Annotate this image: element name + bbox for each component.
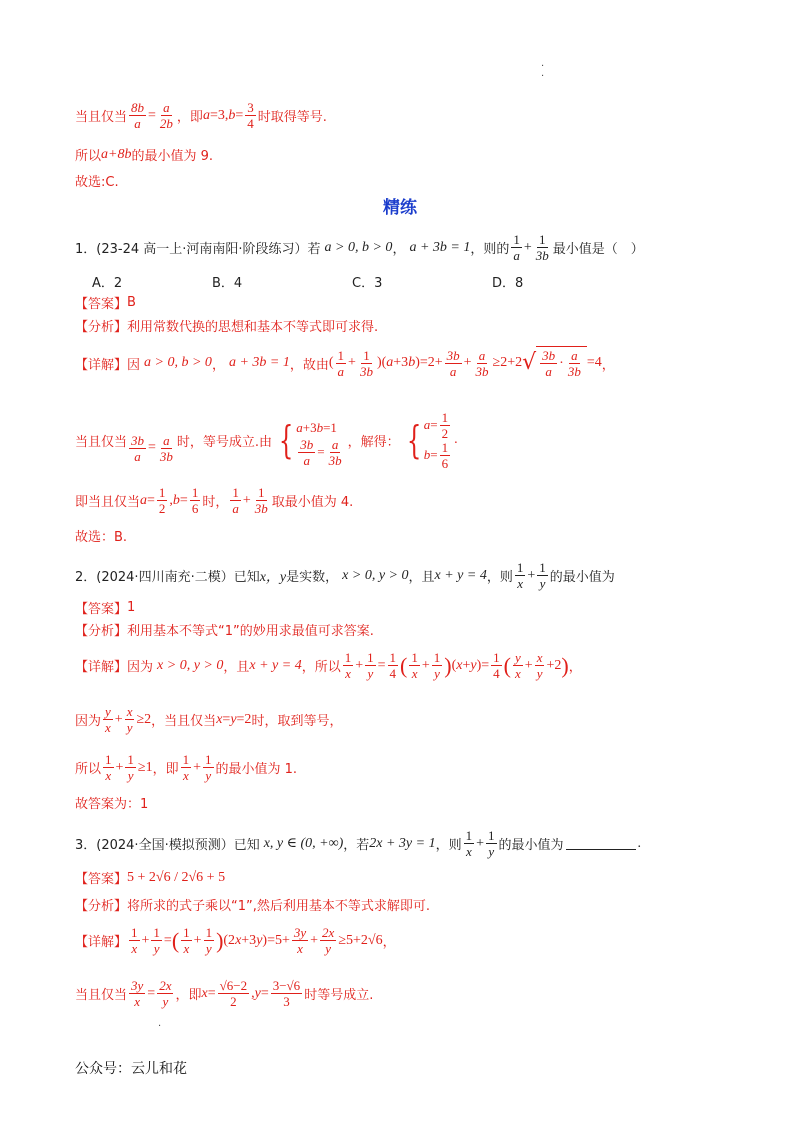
section-title: 精练 (383, 198, 417, 218)
q1-analysis: 【分析】 利用常数代换的思想和基本不等式即可求得. (75, 320, 379, 335)
prev-choice-line: 故选:C. (75, 175, 119, 190)
q2-stem: 2． (2024·四川南充·二模）已知 x，y 是实数， x > 0, y > 0 ，且 x + y = 4 ，则 $\frac{1}{x}$ + $\frac{1}{y}$ 的最小值为 (75, 560, 615, 591)
q1-option-c[interactable]: C．3 (352, 276, 383, 291)
prev-min-line: 所以 a+8b 的最小值为 9. (75, 146, 214, 164)
q3-analysis: 【分析】 将所求的式子乘以“1”,然后利用基本不等式求解即可. (75, 899, 431, 914)
q2-line3: 所以 $\frac{1}{x}$ + $\frac{1}{y}$ ≥1 ，即 $\frac{1}{x}$ + $\frac{1}{y}$ 的最小值为 1. (75, 752, 298, 783)
system-of-equations: { a +3 b =1 $\frac{3b}{a}$ = $\frac{a}{3b}$ (278, 418, 342, 468)
q3-detail: 【详解】 $\frac{1}{x}$ + $\frac{1}{y}$ = ( $\frac{1}{x}$ + $\frac{1}{y}$ ) (2 x +3 y )=5+ $\frac{3y}{x}$ + $\frac{2x}{y}$ ≥5+2√6 ， (75, 925, 396, 956)
frac-3-4: $\frac{3}{4}$ (247, 100, 254, 131)
q1-answer: 【答案】 B (75, 295, 136, 312)
page-mark-dot-2: . (541, 68, 545, 79)
answer-blank[interactable] (566, 837, 636, 850)
q1-final: 故选：B. (75, 530, 128, 545)
footer-account: 公众号：云儿和花 (75, 1061, 187, 1077)
q2-line2: 因为 $\frac{y}{x}$ + $\frac{x}{y}$ ≥2 ，当且仅当 x = y =2 时，取到等号， (75, 704, 343, 735)
q3-stem: 3． (2024·全国·模拟预测）已知 x, y ∈ (0, +∞) ，若 2x + 3y = 1 ，则 $\frac{1}{x}$ + $\frac{1}{y}$ 的最小值为 . (75, 828, 642, 859)
trailing-dot: . (158, 1018, 162, 1029)
q2-final: 故答案为：1 (75, 797, 149, 812)
q1-option-d[interactable]: D．8 (492, 276, 524, 291)
q3-answer: 【答案】 5 + 2√6 / 2√6 + 5 (75, 869, 226, 887)
frac-a-2b: $\frac{a}{2b}$ (159, 100, 173, 131)
frac-8b-a: $\frac{8b}{a}$ (131, 100, 145, 131)
prev-condition-line: 当且仅当 $\frac{8b}{a}$ = $\frac{a}{2b}$ ，即 a =3, b = $\frac{3}{4}$ 时取得等号. (75, 100, 327, 131)
page-mark-dot: . (541, 58, 545, 69)
q1-option-b[interactable]: B．4 (212, 276, 243, 291)
q2-answer: 【答案】 1 (75, 600, 136, 617)
q3-equality-condition: 当且仅当 $\frac{3y}{x}$ = $\frac{2x}{y}$ ，即 x = $\frac{√6-2}{2}$ , y = $\frac{3-√6}{3}$ 时等号成立. (75, 978, 374, 1009)
q1-equality-condition: 当且仅当 $\frac{3b}{a}$ = $\frac{a}{3b}$ 时，等号成立.由 { a +3 b =1 $\frac{3b}{a}$ = $\frac{a}{3b}$ ，解得： { a = $\frac{1}{2}$ b = $\frac{1}{6}$ . (75, 409, 458, 471)
q1-detail: 【详解】 因 a > 0, b > 0 ， a + 3b = 1 ，故由 ( $\frac{1}{a}$ + $\frac{1}{3b}$ )( a +3 b )=2+ $\frac{3b}{a}$ + $\frac{a}{3b}$ ≥2+2 √ $\frac{3b}{a}$ · $\frac{a}{3b}$ =4 ， (75, 347, 615, 379)
sqrt-expr: √ $\frac{3b}{a}$ · $\frac{a}{3b}$ (522, 346, 587, 380)
q2-analysis: 【分析】 利用基本不等式“1”的妙用求最值可求答案. (75, 624, 374, 639)
q1-option-a[interactable]: A．2 (92, 276, 123, 291)
q1-stem: 1． (23-24 高一上·河南南阳·阶段练习）若 a > 0, b > 0 ， a + 3b = 1 ，则的 $\frac{1}{a}$ + $\frac{1}{3b}$ 最小值是（ ） (75, 232, 644, 263)
q1-result: 即当且仅当 a = $\frac{1}{2}$ , b = $\frac{1}{6}$ 时， $\frac{1}{a}$ + $\frac{1}{3b}$ 取最小值为 4. (75, 485, 354, 516)
solution-system: { a = $\frac{1}{2}$ b = $\frac{1}{6}$ (406, 409, 449, 471)
q2-detail: 【详解】 因为 x > 0, y > 0 ，且 x + y = 4 ，所以 $\frac{1}{x}$ + $\frac{1}{y}$ = $\frac{1}{4}$ ( $\frac{1}{x}$ + $\frac{1}{y}$ ) ( x + y )= $\frac{1}{4}$ ( $\frac{y}{x}$ + $\frac{x}{y}$ +2 ) ， (75, 650, 582, 681)
